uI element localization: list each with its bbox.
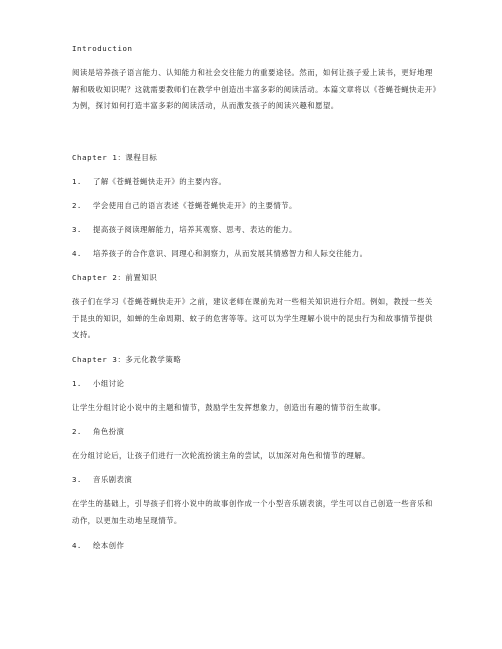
strategy-title (72, 538, 437, 555)
item-text: 提高孩子阅读理解能力，培养其观察、思考、表达的能力。 (93, 225, 297, 234)
intro-heading: Introduction (72, 44, 133, 53)
item-number: 1. (72, 379, 82, 388)
item-text: 培养孩子的合作意识、同理心和洞察力，从而发展其情感智力和人际交往能力。 (93, 249, 368, 258)
item-number: 4. (72, 249, 82, 258)
strategy-title (72, 472, 437, 489)
chapter1-item (72, 246, 437, 263)
item-number: 2. (72, 201, 82, 210)
strategy-name: 角色扮演 (93, 427, 125, 436)
item-text: 学会使用自己的语言表述《苍蝇苍蝇快走开》的主要情节。 (93, 201, 297, 210)
chapter2-paragraph: 孩子们在学习《苍蝇苍蝇快走开》之前，建议老师在课前先对一些相关知识进行介绍。例如，教授一些关于昆虫的知识，如蝉的生命周期、蚊子的危害等等。这可以为学生理解小说中的昆虫行为和故事情节提供支持。 (72, 297, 433, 339)
strategy-text: 在学生的基础上，引导孩子们将小说中的故事创作成一个小型音乐剧表演，学生可以自己创造一些音乐和动作，以更加生动地呈现情节。 (72, 499, 433, 525)
strategy-title (72, 376, 437, 393)
item-number: 3. (72, 475, 82, 484)
item-number: 1. (72, 177, 82, 186)
chapter1-item (72, 222, 437, 239)
strategy-name: 音乐剧表演 (93, 475, 133, 484)
strategy-text: 让学生分组讨论小说中的主题和情节，鼓励学生发挥想象力，创造出有趣的情节衍生故事。 (72, 403, 386, 412)
chapter1-item (72, 174, 437, 191)
chapter1-item (72, 198, 437, 215)
strategy-title (72, 424, 437, 441)
intro-paragraph: 阅读是培养孩子语言能力、认知能力和社会交往能力的重要途径。然而，如何让孩子爱上读书，更好地理解和吸收知识呢？这就需要教师们在教学中创造出丰富多彩的阅读活动。本篇文章将以《苍蝇苍蝇快走开》为例，探讨如何打造丰富多彩的阅读活动，从而激发孩子的阅读兴趣和愿望。 (72, 68, 437, 110)
chapter1-heading: Chapter 1：课程目标 (72, 153, 158, 162)
strategy-name: 小组讨论 (93, 379, 125, 388)
strategy-name: 绘本创作 (93, 541, 125, 550)
chapter2-heading: Chapter 2：前置知识 (72, 273, 158, 282)
chapter3-heading: Chapter 3：多元化教学策略 (72, 355, 182, 364)
item-text: 了解《苍蝇苍蝇快走开》的主要内容。 (93, 177, 227, 186)
item-number: 2. (72, 427, 82, 436)
item-number: 4. (72, 541, 82, 550)
item-number: 3. (72, 225, 82, 234)
strategy-text: 在分组讨论后，让孩子们进行一次轮流扮演主角的尝试，以加深对角色和情节的理解。 (72, 451, 370, 460)
